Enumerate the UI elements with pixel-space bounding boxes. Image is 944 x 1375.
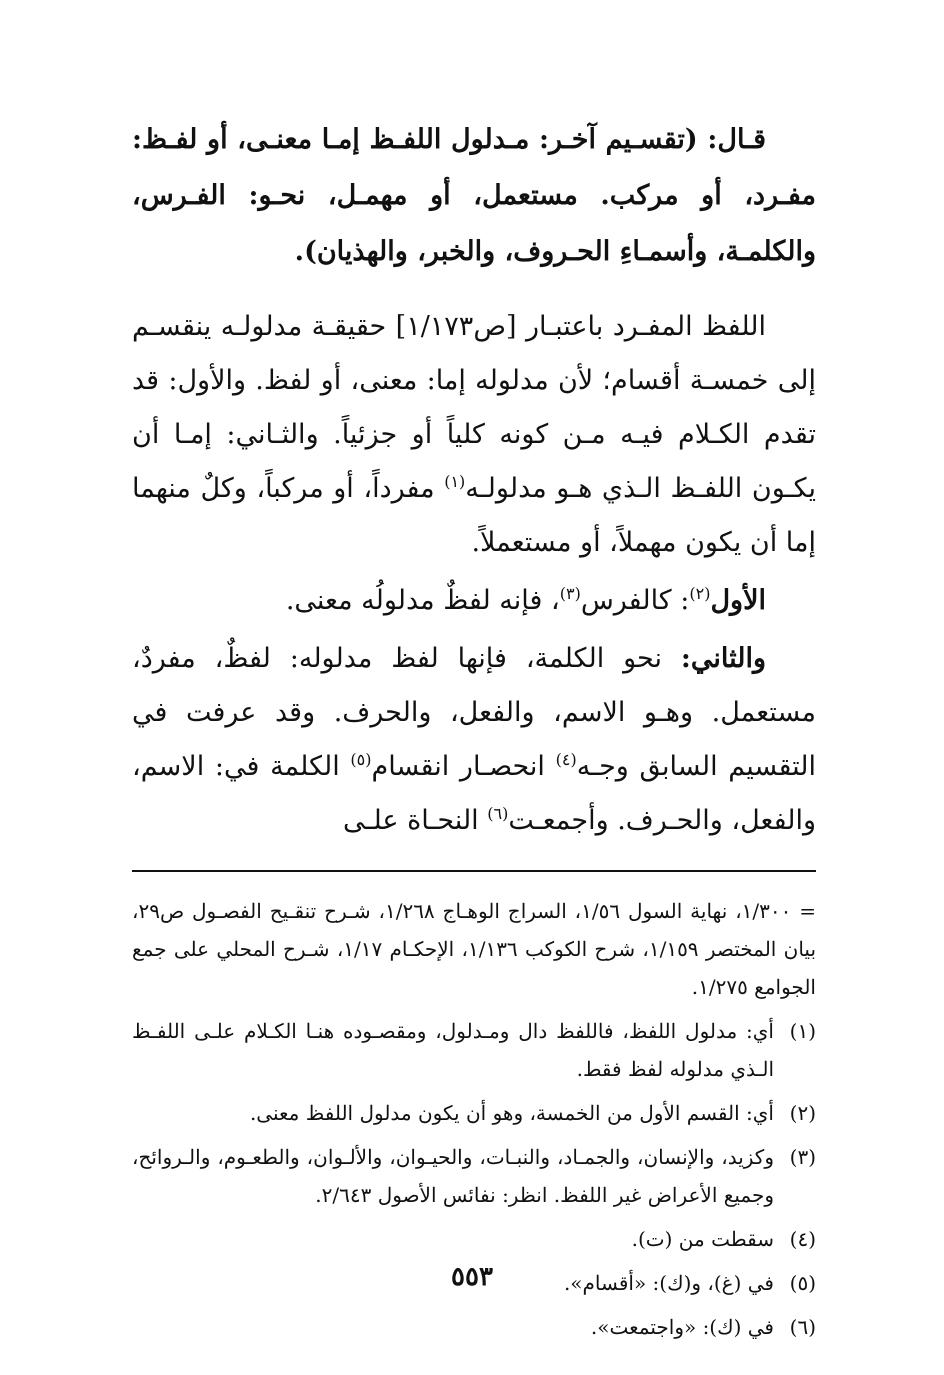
paragraph-text: نحو الكلمة، فإنها لفظ مدلوله: لفظٌ، مفردٌ، مستعمل. وهـو الاسم، والفعل، والحرف. وقد عرفت في التقسيم السابق وجـه — [132, 643, 817, 782]
footnote-number: (٢) — [789, 1101, 816, 1125]
footnote-ref-6: (٦) — [487, 804, 509, 823]
footnote-number: (٥) — [789, 1271, 816, 1295]
main-text — [132, 112, 816, 848]
footnote-text: في (ك): «واجتمعت». — [590, 1315, 774, 1339]
section-label-first: الأول — [710, 585, 766, 616]
footnote-continuation: = ١/٣٠٠، نهاية السول ١/٥٦، السراج الوهـاج ١/٢٦٨، شـرح تنقـيح الفصـول ص٢٩، بيان المختصر ١/١٥٩، شرح الكوكب ١/١٣٦، الإحكـام ١/١٧، شـرح المحلي على جمع الجوامع ١/٢٧٥. — [132, 899, 817, 999]
footnote-text: سقطت من (ت). — [631, 1227, 774, 1251]
footnote-text: في (غ)، و(ك): «أقسام». — [563, 1271, 774, 1295]
paragraph-second-type — [132, 632, 816, 848]
quoted-text-paragraph: قـال: (تقسـيم آخـر: مـدلول اللفـظ إمـا معنـى، أو لفـظ: مفـرد، أو مركب. مستعمل، أو مهمـل، نحـو: الفـرس، والكلمـة، وأسمـاءِ الحـروف، والخبر، والهذيان). — [132, 124, 816, 267]
footnote-item — [132, 1220, 816, 1258]
section-label-second: والثاني: — [680, 643, 766, 674]
footnote-ref-3: (٣) — [559, 584, 581, 603]
paragraph-text: انحصـار انقسام — [371, 751, 556, 782]
footnote-text: وكزيد، والإنسان، والجمـاد، والنبـات، والحيـوان، والألـوان، والطعـوم، والـروائح، وجميع الأعراض غير اللفظ. انظر: نفائس الأصول ٢/٦٤٣. — [132, 1145, 774, 1207]
paragraph-text: الكلمة في: الاسم، والفعل، والحـرف. وأجمعـت — [132, 751, 816, 836]
paragraph-single-term — [132, 300, 816, 570]
paragraph-text: مفرداً، أو مركباً، وكلٌ منهما إما أن يكون مهملاً، أو مستعملاً. — [132, 473, 816, 558]
footnote-text: أي: مدلول اللفظ، فاللفظ دال ومـدلول، ومقصـوده هنـا الكـلام علـى اللفـظ الـذي مدلوله لفظ فقط. — [132, 1019, 774, 1081]
paragraph-text: اللفظ المفـرد باعتبـار [ص١/١٧٣] حقيقـة مدلولـه ينقسـم إلى خمسـة أقسام؛ لأن مدلوله إما: معنى، أو لفظ. والأول: قد تقدم الكـلام فيـه مـن كونه كلياً أو جزئياً. والثـاني: إمـا أن يكـون اللفـظ الـذي هـو مدلولـه — [132, 311, 816, 504]
footnote-number: (٤) — [789, 1227, 816, 1251]
footnote-item — [132, 1138, 816, 1214]
footnote-item — [132, 1308, 816, 1346]
footnote-number: (١) — [789, 1019, 816, 1043]
paragraph-text: ، فإنه لفظٌ مدلولُه معنى. — [285, 585, 560, 616]
footnote-text: أي: القسم الأول من الخمسة، وهو أن يكون مدلول اللفظ معنى. — [249, 1101, 774, 1125]
footnote-ref-5: (٥) — [350, 750, 372, 769]
paragraph-text: : كالفرس — [580, 585, 690, 616]
footnote-divider — [132, 870, 816, 872]
page-number: ٥٥٣ — [451, 1262, 493, 1292]
document-page — [132, 112, 816, 1375]
footnote-number: (٦) — [789, 1315, 816, 1339]
footnote-ref-4: (٤) — [555, 750, 577, 769]
footnote-number: (٣) — [789, 1145, 816, 1169]
footnote-item — [132, 1012, 816, 1088]
footnote-item — [132, 1094, 816, 1132]
paragraph-first-type — [132, 574, 816, 628]
footnote-ref-1: (١) — [444, 472, 466, 491]
paragraph-text: النحـاة علـى — [343, 805, 488, 836]
footnote-ref-2: (٢) — [689, 584, 711, 603]
